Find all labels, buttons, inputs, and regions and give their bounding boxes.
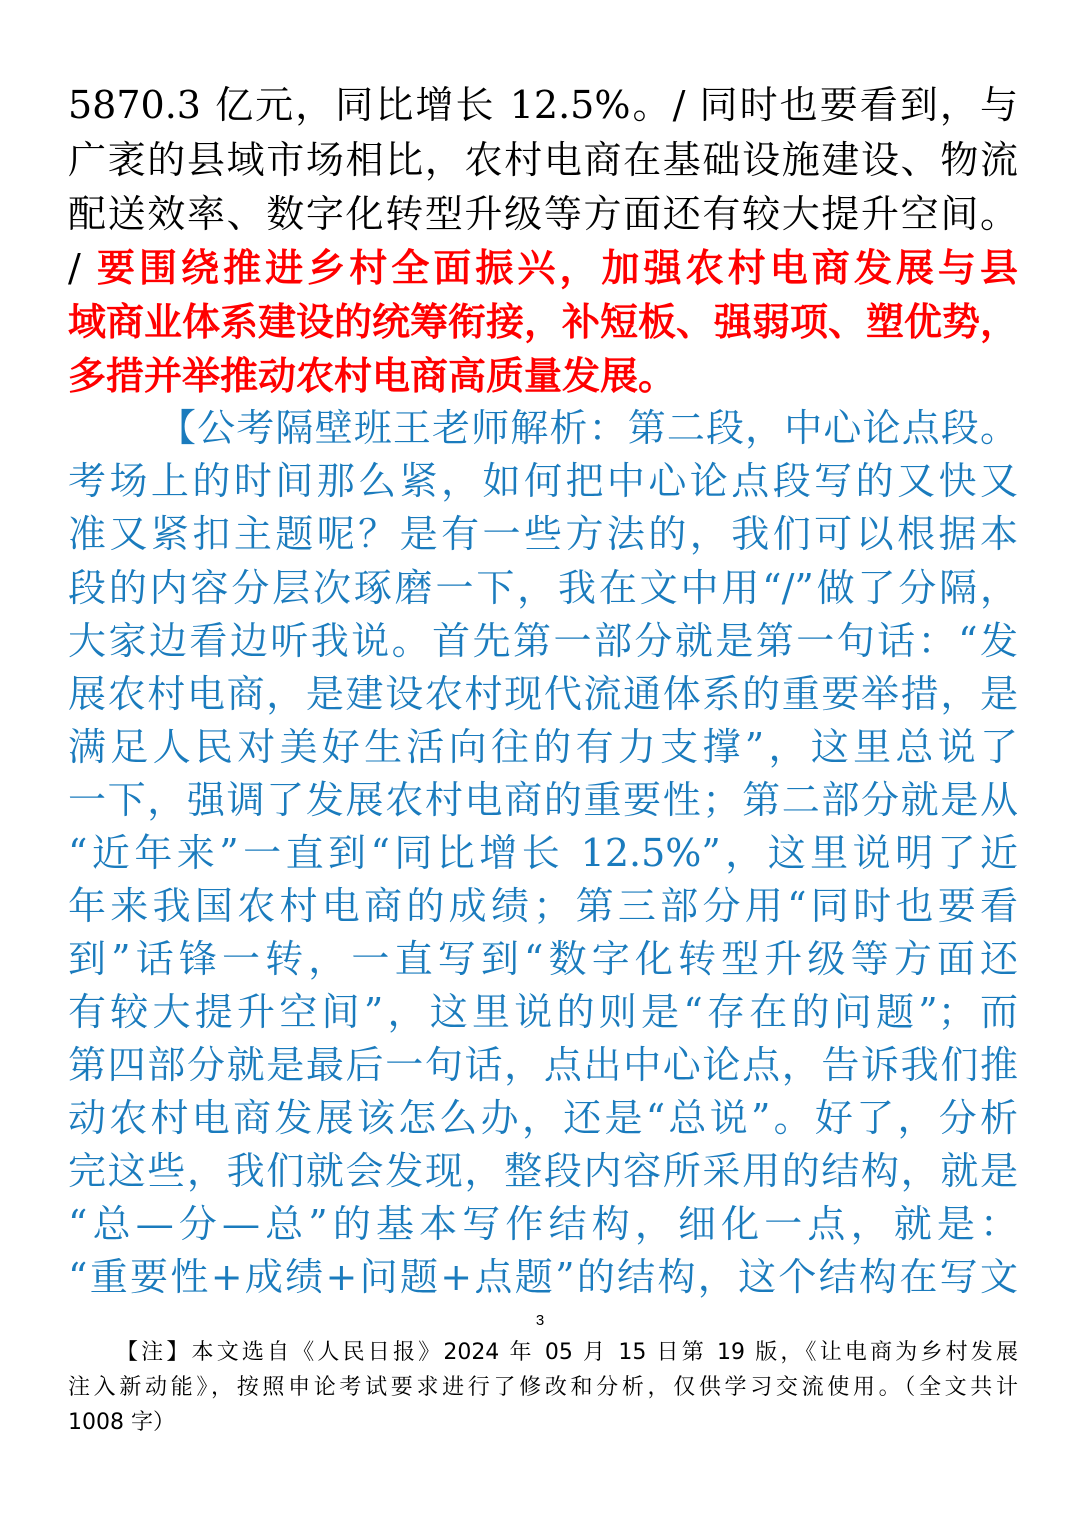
analysis-line: 展农村电商，是建设农村现代流通体系的重要举措，是 (68, 672, 1018, 716)
analysis-line: 【公考隔壁班王老师解析：第二段，中心论点段。 (158, 406, 1018, 450)
analysis-line: “近年来”一直到“同比增长 12.5%”，这里说明了近 (68, 831, 1018, 875)
highlight-line: 域商业体系建设的统筹衔接，补短板、强弱项、塑优势， (68, 299, 1019, 344)
footnote-line: 【注】本文选自《人民日报》2024 年 05 月 15 日第 19 版，《让电商为乡村发展 (116, 1340, 1018, 1365)
analysis-line: “重要性+成绩+问题+点题”的结构，这个结构在写文 (68, 1255, 1018, 1299)
analysis-line: 准又紧扣主题呢？是有一些方法的，我们可以根据本 (68, 512, 1018, 556)
analysis-line: “总—分—总”的基本写作结构，细化一点，就是： (68, 1202, 1018, 1246)
analysis-line: 大家边看边听我说。首先第一部分就是第一句话：“发 (68, 619, 1018, 663)
analysis-line: 考场上的时间那么紧，如何把中心论点段写的又快又 (68, 459, 1018, 503)
analysis-line: 完这些，我们就会发现，整段内容所采用的结构，就是 (68, 1149, 1018, 1193)
analysis-line: 第四部分就是最后一句话，点出中心论点，告诉我们推 (68, 1043, 1018, 1087)
body-line: 5870.3 亿元，同比增长 12.5%。/ 同时也要看到，与 (68, 83, 1018, 127)
analysis-line: 到”话锋一转，一直写到“数字化转型升级等方面还 (68, 937, 1018, 981)
highlight-line: 多措并举推动农村电商高质量发展。 (68, 353, 677, 398)
slash-marker: / (68, 246, 97, 290)
page-number: 3 (535, 1312, 545, 1329)
footnote-line: 注入新动能》，按照申论考试要求进行了修改和分析，仅供学习交流使用。（全文共计 (68, 1375, 1018, 1400)
analysis-line: 一下，强调了发展农村电商的重要性；第二部分就是从 (68, 778, 1018, 822)
analysis-line: 段的内容分层次琢磨一下，我在文中用“/”做了分隔， (68, 566, 1018, 610)
analysis-line: 年来我国农村电商的成绩；第三部分用“同时也要看 (68, 884, 1018, 928)
footnote-line: 1008 字） (68, 1410, 175, 1435)
analysis-line: 满足人民对美好生活向往的有力支撑”，这里总说了 (68, 725, 1018, 769)
body-line: 配送效率、数字化转型升级等方面还有较大提升空间。 (68, 192, 1018, 236)
highlight-text: 要围绕推进乡村全面振兴，加强农村电商发展与县 (96, 245, 1018, 290)
analysis-line: 动农村电商发展该怎么办，还是“总说”。好了，分析 (68, 1096, 1018, 1140)
body-line: 广袤的县域市场相比，农村电商在基础设施建设、物流 (68, 138, 1018, 182)
analysis-line: 有较大提升空间”，这里说的则是“存在的问题”；而 (68, 990, 1018, 1034)
body-line (68, 242, 1018, 294)
